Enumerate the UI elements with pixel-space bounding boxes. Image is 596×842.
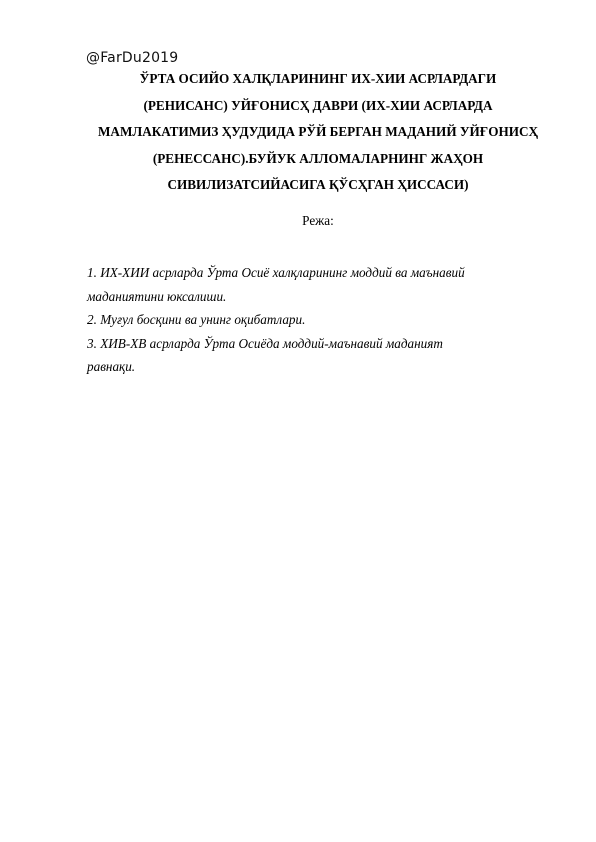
plan-item — [87, 261, 507, 308]
plan-heading: Режа: — [302, 213, 334, 228]
plan-item-line: маданиятини юксалиши. — [87, 288, 227, 304]
plan-item-line: 2. Муғул босқини ва унинг оқибатлари. — [87, 312, 306, 327]
title-line: (РЕНИСАНС) УЙҒОНИСҲ ДАВРИ (ИХ-ХИИ АСРЛАРДА — [143, 97, 493, 113]
plan-item-line: 3. ХИВ-ХВ асрларда Ўрта Осиёда моддий-маънавий маданият — [87, 335, 443, 351]
title-line: МАМЛАКАТИМИЗ ҲУДУДИДА РЎЙ БЕРГАН МАДАНИЙ УЙҒОНИСҲ — [97, 124, 539, 139]
watermark-handle: @FarDu2019 — [86, 50, 179, 66]
plan-item — [87, 332, 507, 379]
plan-item-line: равнақи. — [87, 359, 136, 374]
document-title — [70, 66, 566, 199]
title-line: (РЕНЕССАНС).БУЙУК АЛЛОМАЛАРНИНГ ЖАҲОН — [152, 150, 484, 166]
plan-item — [87, 308, 507, 332]
title-line: СИВИЛИЗАТСИЙАСИГА ҚЎСҲГАН ҲИССАСИ) — [167, 177, 469, 192]
plan-list — [87, 261, 507, 379]
plan-item-line: 1. ИХ-ХИИ асрларда Ўрта Осиё халқларининг моддий ва маънавий — [87, 265, 465, 280]
title-line: ЎРТА ОСИЙО ХАЛҚЛАРИНИНГ ИХ-ХИИ АСРЛАРДАГИ — [139, 71, 497, 86]
